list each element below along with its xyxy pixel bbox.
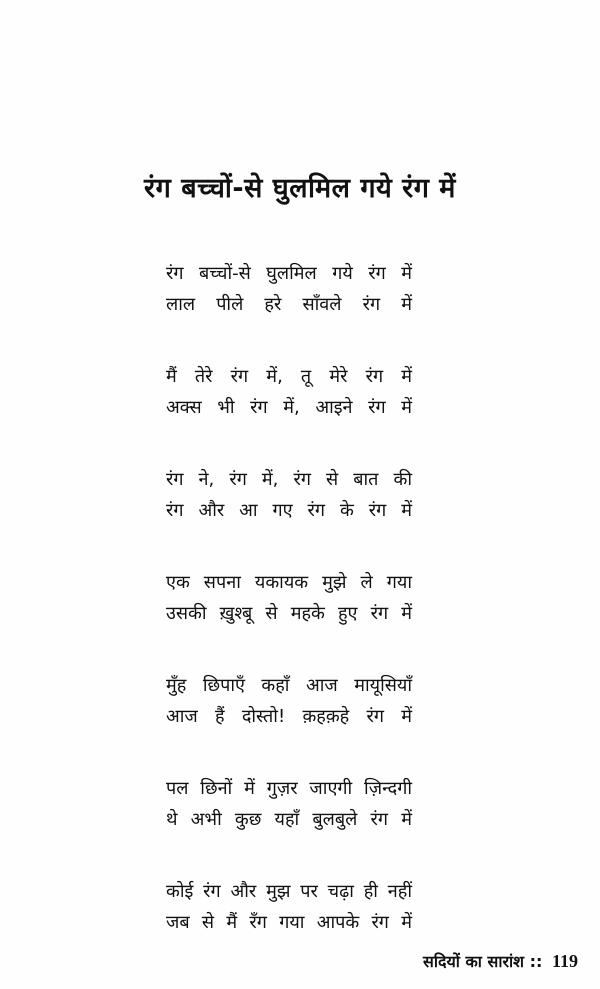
- stanza: [166, 773, 426, 835]
- stanza: [166, 670, 426, 732]
- poem-line: आज हैं दोस्तो! क़हक़हे रंग में: [166, 706, 412, 727]
- poem-body: [166, 258, 426, 979]
- poem-line: मुँह छिपाएँ कहाँ आज मायूसियाँ: [166, 675, 412, 696]
- poem-line: रंग बच्चों-से घुलमिल गये रंग में: [166, 263, 412, 284]
- poem-line: पल छिनों में गुज़र जाएगी ज़िन्दगी: [166, 778, 412, 799]
- poem-line: उसकी ख़ुश्बू से महके हुए रंग में: [166, 603, 412, 624]
- poem-line: जब से मैं रँग गया आपके रंग में: [166, 912, 412, 933]
- poem-line: अक्स भी रंग में, आइने रंग में: [166, 397, 412, 418]
- poem-line: लाल पीले हरे साँवले रंग में: [166, 294, 412, 315]
- book-title: सदियों का सारांश: [423, 952, 525, 971]
- stanza: [166, 567, 426, 629]
- stanza: [166, 361, 426, 423]
- page-number: 119: [551, 951, 578, 971]
- stanza: [166, 464, 426, 526]
- stanza: [166, 876, 426, 938]
- poem-line: मैं तेरे रंग में, तू मेरे रंग में: [166, 366, 412, 387]
- poem-title: रंग बच्चों-से घुलमिल गये रंग में: [144, 173, 456, 204]
- stanza: [166, 258, 426, 320]
- footer-separator: ::: [529, 952, 543, 971]
- poem-line: रंग ने, रंग में, रंग से बात की: [166, 469, 412, 490]
- poem-line: थे अभी कुछ यहाँ बुलबुले रंग में: [166, 809, 412, 830]
- page-footer: [423, 950, 578, 972]
- poem-line: एक सपना यकायक मुझे ले गया: [166, 572, 412, 593]
- poem-line: रंग और आ गए रंग के रंग में: [166, 500, 412, 521]
- poem-line: कोई रंग और मुझ पर चढ़ा ही नहीं: [166, 881, 412, 902]
